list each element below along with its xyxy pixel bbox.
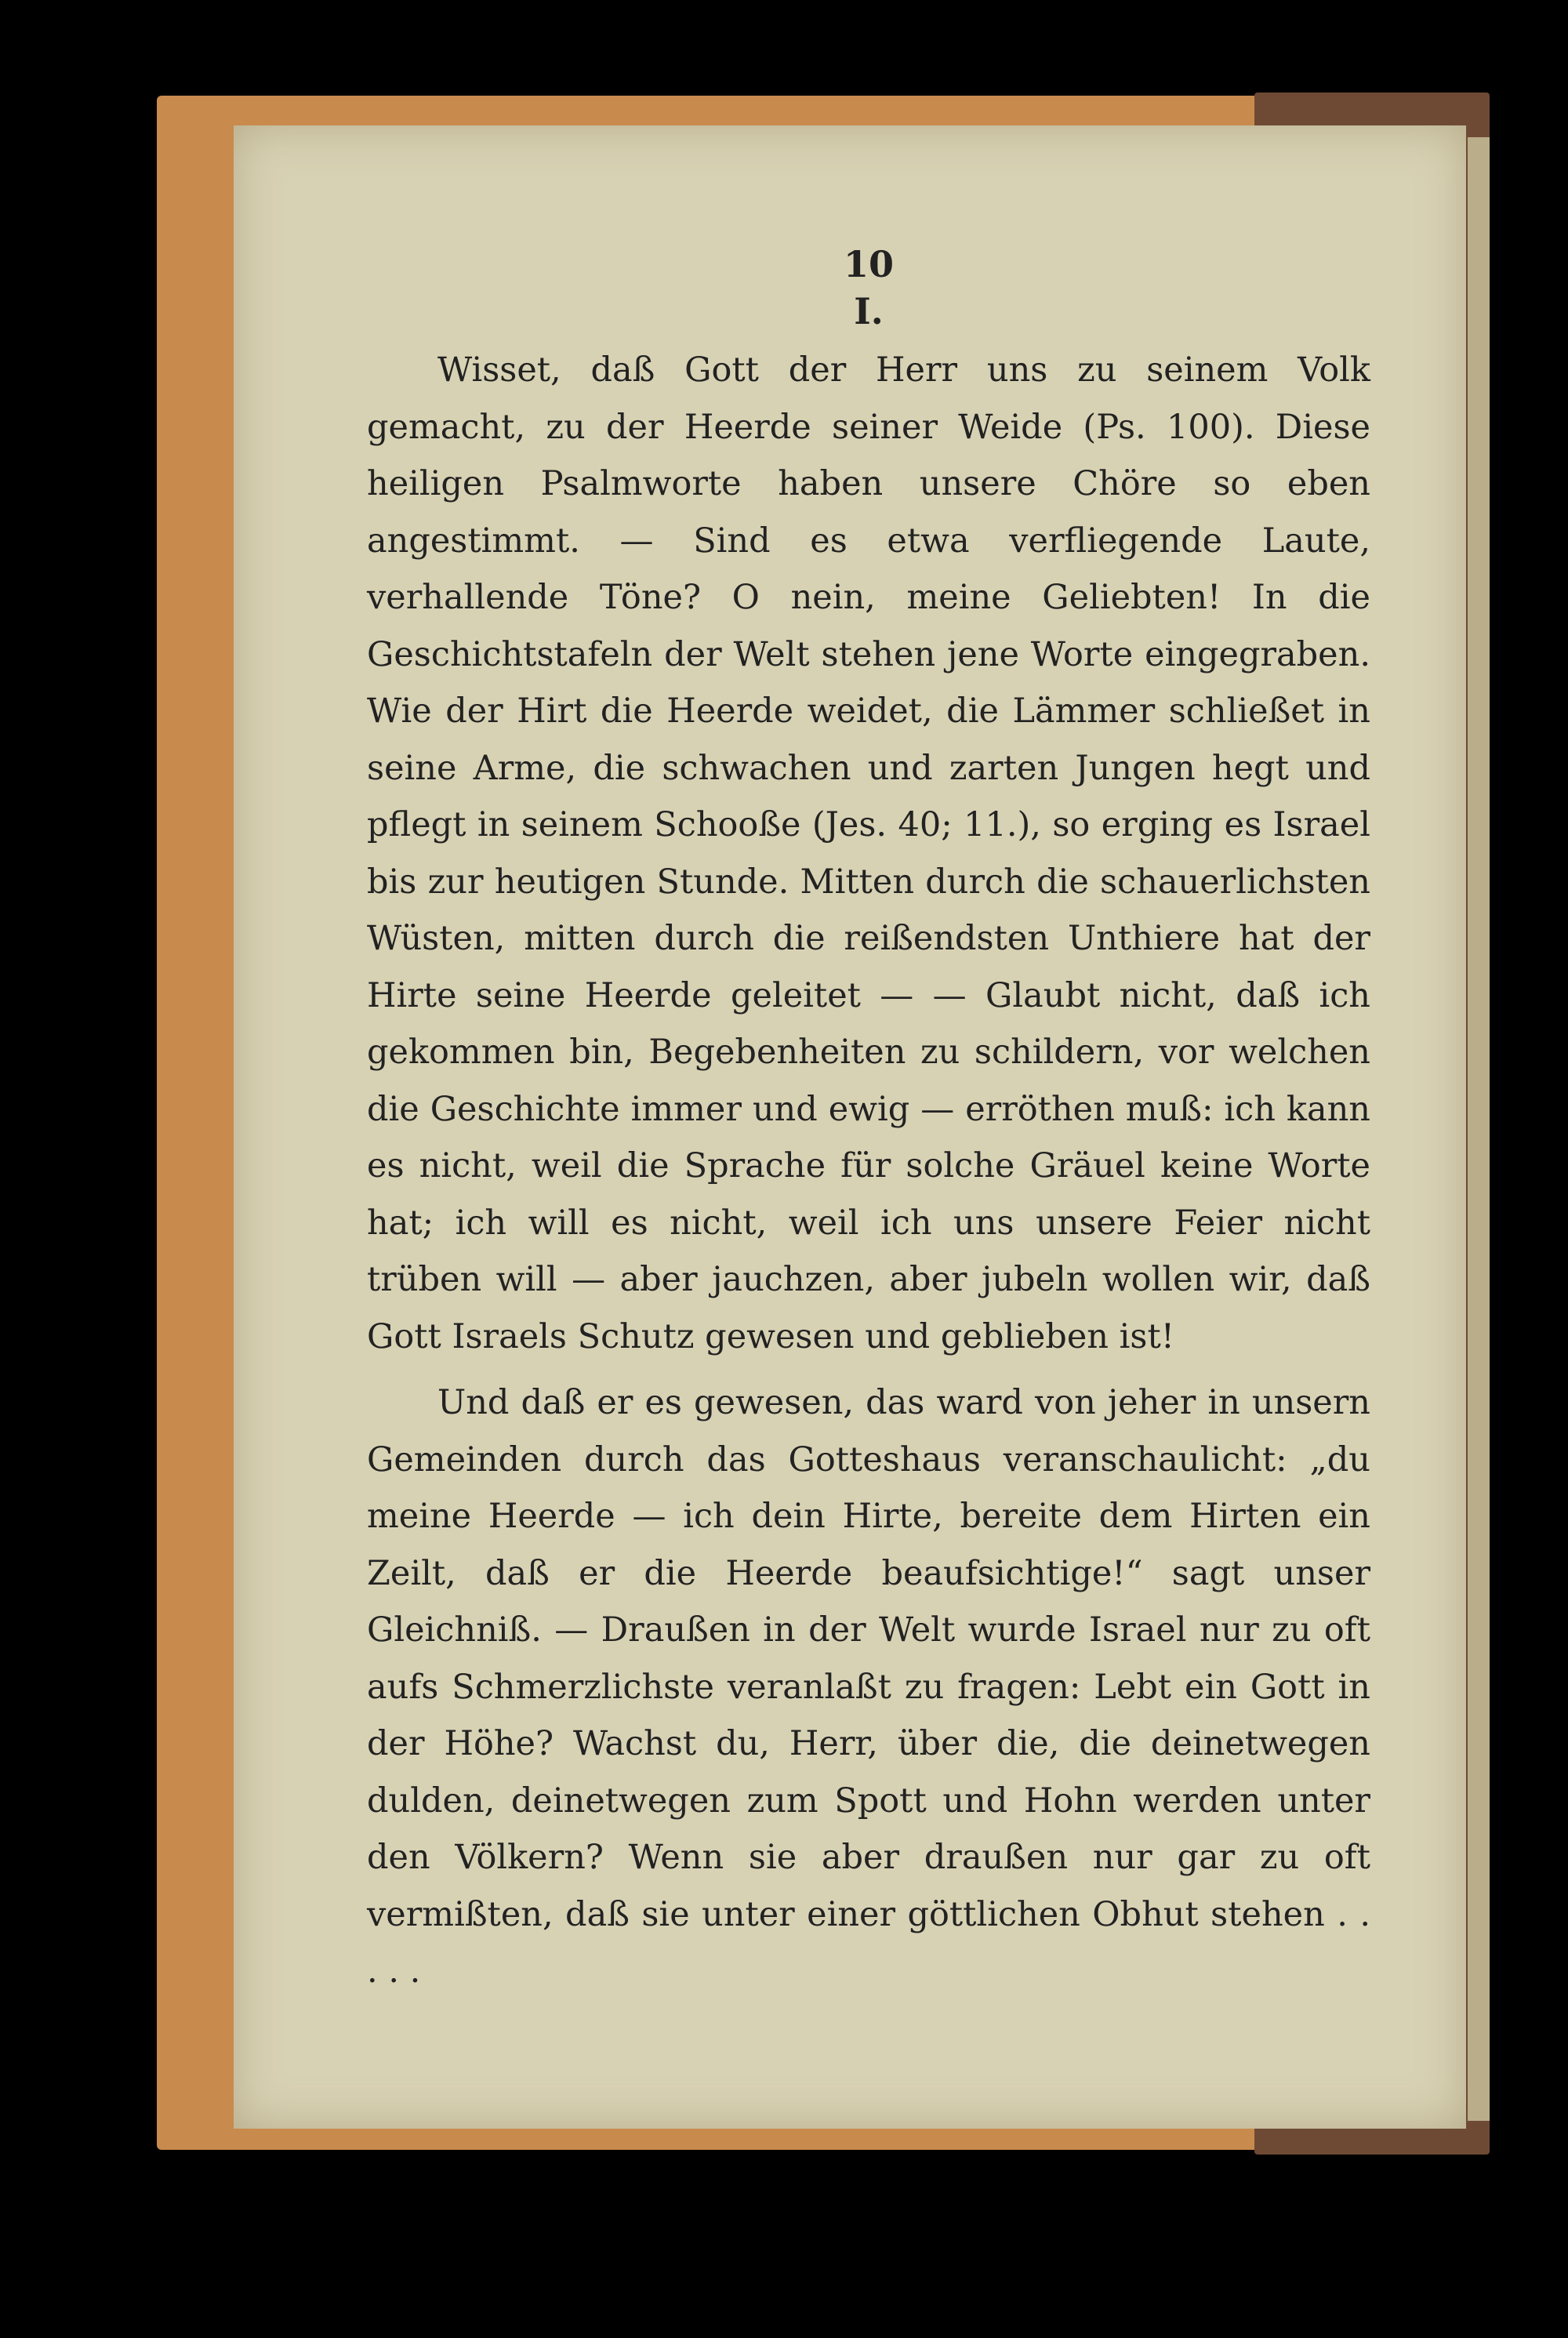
text-block [367,243,1370,2000]
page-number: 10 [843,243,894,285]
section-heading: I. [854,290,884,332]
paragraph-1: Wisset, daß Gott der Herr uns zu seinem Volk gemacht, zu der Heerde seiner Weide (Ps. 100). Diese heiligen Psalmworte haben unsere Chöre so eben angestimmt. — Sind es etwa verfliegende Laute, verhallende Töne? O nein, meine Geliebten! In die Geschichtstafeln der Welt stehen jene Worte eingegraben. Wie der Hirt die Heerde weidet, die Lämmer schließet in seine Arme, die schwachen und zarten Jungen hegt und pflegt in seinem Schooße (Jes. 40; 11.), so erging es Israel bis zur heutigen Stunde. Mitten durch die schauerlichsten Wüsten, mitten durch die reißendsten Unthiere hat der Hirte seine Heerde geleitet — — Glaubt nicht, daß ich gekommen bin, Begebenheiten zu schildern, vor welchen die Geschichte immer und ewig — erröthen muß: ich kann es nicht, weil die Sprache für solche Gräuel keine Worte hat; ich will es nicht, weil ich uns unsere Feier nicht trüben will — aber jauchzen, aber jubeln wollen wir, daß Gott Israels Schutz gewesen und geblieben ist! [367,350,1370,1356]
paragraph-2: Und daß er es gewesen, das ward von jeher in unsern Gemeinden durch das Gotteshaus veranschaulicht: „du meine Heerde — ich dein Hirte, bereite dem Hirten ein Zeilt, daß er die Heerde beaufsichtige!“ sagt unser Gleichniß. — Draußen in der Welt wurde Israel nur zu oft aufs Schmerzlichste veranlaßt zu fragen: Lebt ein Gott in der Höhe? Wachst du, Herr, über die, die deinetwegen dulden, deinetwegen zum Spott und Hohn werden unter den Völkern? Wenn sie aber draußen nur gar zu oft vermißten, daß sie unter einer göttlichen Obhut stehen . . . . . [367,1383,1370,1991]
page-edge [1468,137,1490,2121]
book-page [234,125,1466,2129]
